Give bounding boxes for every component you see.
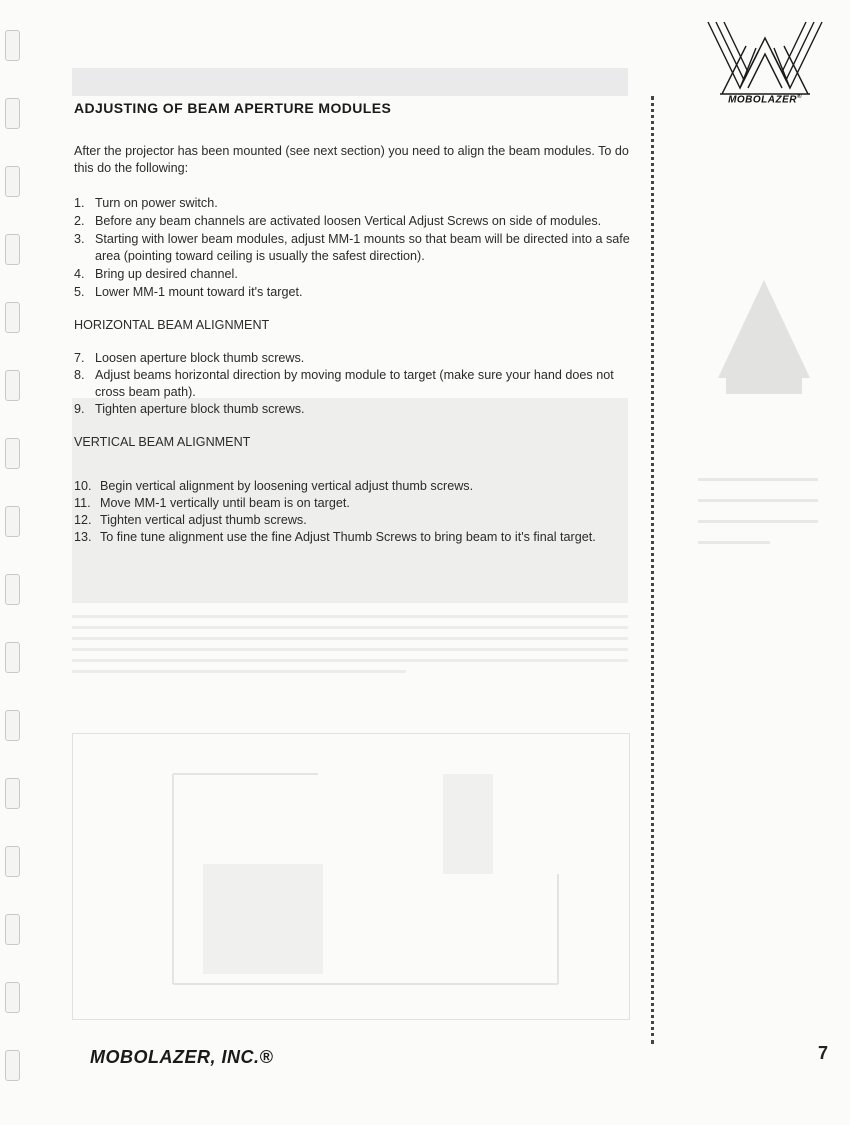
dotted-divider — [651, 96, 654, 1044]
list-item: 1. Turn on power switch. — [74, 196, 218, 210]
binder-hole — [5, 438, 20, 469]
mobolazer-logo-icon — [700, 18, 830, 106]
list-item: 11. Move MM-1 vertically until beam is on target. — [74, 496, 350, 510]
section-title: ADJUSTING OF BEAM APERTURE MODULES — [74, 100, 392, 116]
bleed-through-caution-icon — [716, 278, 812, 396]
horizontal-steps-list — [74, 350, 642, 418]
binder-hole — [5, 234, 20, 265]
bleed-through-header — [72, 68, 628, 96]
binder-hole — [5, 1050, 20, 1081]
binder-hole — [5, 98, 20, 129]
main-content — [74, 100, 642, 546]
vertical-steps-list — [74, 478, 642, 546]
binder-hole — [5, 642, 20, 673]
binder-hole — [5, 982, 20, 1013]
list-item: 3. Starting with lower beam modules, adjust MM-1 mounts so that beam will be directed into a safe area (pointing toward ceiling is usually the safest direction). — [74, 232, 630, 263]
binder-hole — [5, 778, 20, 809]
vertical-alignment-heading: VERTICAL BEAM ALIGNMENT — [74, 435, 251, 449]
list-item: 10. Begin vertical alignment by loosening vertical adjust thumb screws. — [74, 479, 474, 493]
list-item: 13. To fine tune alignment use the fine Adjust Thumb Screws to bring beam to it's final target. — [74, 530, 596, 544]
list-item: 8. Adjust beams horizontal direction by moving module to target (make sure your hand does not cross beam path). — [74, 368, 614, 399]
intro-paragraph: After the projector has been mounted (see next section) you need to align the beam modules. To do this do the following: — [74, 144, 629, 175]
list-item: 7. Loosen aperture block thumb screws. — [74, 351, 305, 365]
binder-hole — [5, 166, 20, 197]
binder-hole — [5, 846, 20, 877]
page-number: 7 — [818, 1043, 829, 1063]
bleed-through-sidebar-text — [698, 478, 818, 544]
binder-hole — [5, 710, 20, 741]
binder-hole — [5, 370, 20, 401]
binder-hole — [5, 574, 20, 605]
list-item: 5. Lower MM-1 mount toward it's target. — [74, 285, 303, 299]
list-item: 9. Tighten aperture block thumb screws. — [74, 402, 305, 416]
binder-hole — [5, 914, 20, 945]
logo-wordmark: MOBOLAZER® — [728, 94, 802, 106]
binder-hole — [5, 506, 20, 537]
setup-steps-list — [74, 195, 642, 301]
horizontal-alignment-heading: HORIZONTAL BEAM ALIGNMENT — [74, 318, 270, 332]
binder-hole — [5, 302, 20, 333]
bleed-through-text — [72, 615, 628, 681]
list-item: 12. Tighten vertical adjust thumb screws. — [74, 513, 307, 527]
bleed-through-diagram — [72, 733, 630, 1020]
list-item: 4. Bring up desired channel. — [74, 267, 238, 281]
binder-hole — [5, 30, 20, 61]
list-item: 2. Before any beam channels are activated loosen Vertical Adjust Screws on side of modules. — [74, 214, 602, 228]
footer-brand: MOBOLAZER, INC.® — [90, 1047, 274, 1067]
